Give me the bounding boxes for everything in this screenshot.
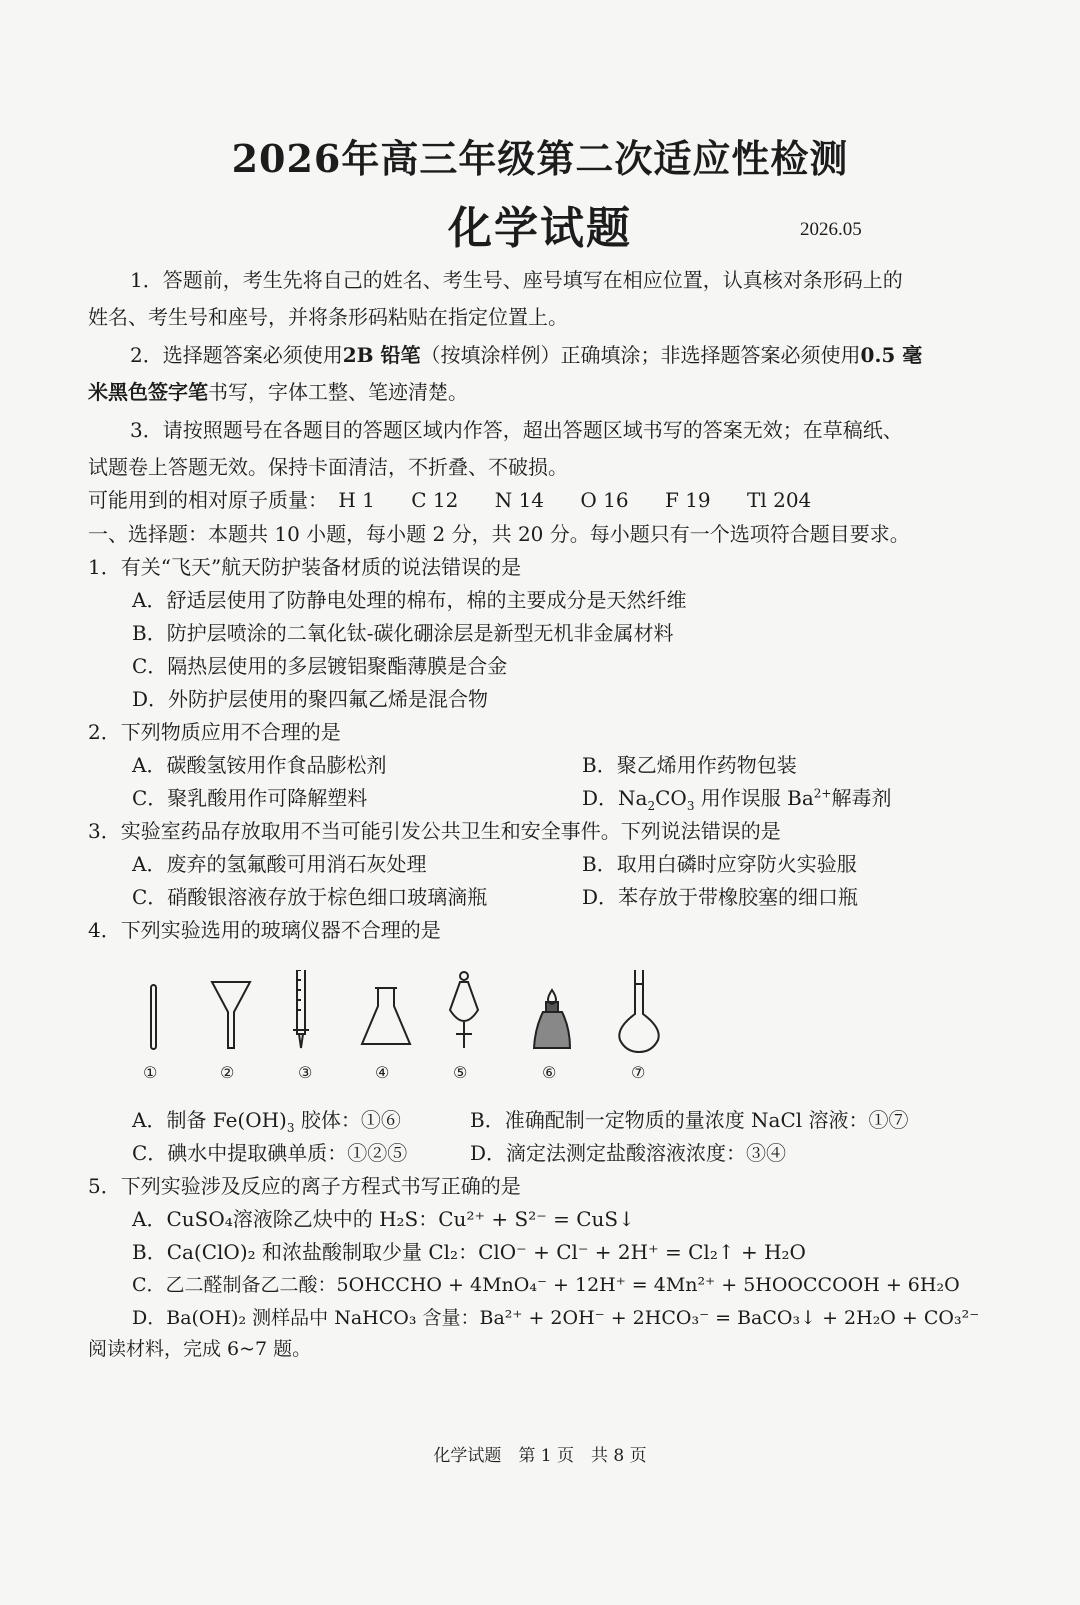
instruction-1-line1: 1．答题前，考生先将自己的姓名、考生号、座号填写在相应位置，认真核对条形码上的 — [130, 268, 903, 292]
atomic-mass-c: C 12 — [411, 488, 459, 512]
q1-option-b: B．防护层喷涂的二氧化钛-碳化硼涂层是新型无机非金属材料 — [132, 621, 674, 645]
q5-option-d: D．Ba(OH)₂ 测样品中 NaHCO₃ 含量：Ba²⁺ + 2OH⁻ + 2HCO₃⁻ = BaCO₃↓ + 2H₂O + CO₃²⁻ — [132, 1307, 980, 1329]
q4-option-a — [132, 1106, 401, 1134]
instruction-2-part: 2．选择题答案必须使用 — [130, 343, 343, 367]
q5-option-a: A．CuSO₄溶液除乙炔中的 H₂S：Cu²⁺ + S²⁻ = CuS↓ — [132, 1207, 635, 1231]
glass-rod-icon — [151, 985, 156, 1049]
glassware-label-1: ① — [143, 1063, 158, 1082]
q2-option-d — [582, 784, 892, 812]
funnel-icon — [212, 982, 250, 1048]
instruction-3-line1: 3．请按照题号在各题目的答题区域内作答，超出答题区域书写的答案无效；在草稿纸、 — [130, 418, 903, 442]
glassware-label-6: ⑥ — [542, 1063, 557, 1082]
q2-d-text: 用作误服 Ba — [694, 786, 814, 810]
atomic-masses — [88, 486, 811, 514]
instruction-2-line2 — [88, 378, 468, 406]
q3-option-d: D．苯存放于带橡胶塞的细口瓶 — [582, 885, 859, 909]
atomic-mass-h: H 1 — [338, 488, 375, 512]
section-heading: 一、选择题：本题共 10 小题，每小题 2 分，共 20 分。每小题只有一个选项符合题目要求。 — [88, 522, 910, 546]
exam-title: 2026年高三年级第二次适应性检测 — [231, 136, 849, 181]
q2-d-text: 解毒剂 — [831, 786, 892, 810]
q5-stem: 5．下列实验涉及反应的离子方程式书写正确的是 — [88, 1174, 521, 1198]
q2-d-sup: 2+ — [813, 786, 832, 801]
instruction-2-bold-size: 0.5 毫 — [860, 343, 923, 367]
instruction-2-bold-pen: 米黑色签字笔 — [88, 380, 208, 404]
page-footer: 化学试题 第 1 页 共 8 页 — [433, 1446, 647, 1466]
burette-icon — [293, 970, 309, 1048]
q4-option-b: B．准确配制一定物质的量浓度 NaCl 溶液：①⑦ — [470, 1108, 909, 1132]
q4-a-text: A．制备 Fe(OH) — [132, 1108, 287, 1132]
glassware-label-7: ⑦ — [631, 1063, 646, 1082]
glassware-label-4: ④ — [375, 1063, 390, 1082]
q1-option-d: D．外防护层使用的聚四氟乙烯是混合物 — [132, 687, 489, 711]
q2-d-sub: 2 — [647, 799, 656, 813]
glassware-label-5: ⑤ — [453, 1063, 468, 1082]
q1-option-a: A．舒适层使用了防静电处理的棉布，棉的主要成分是天然纤维 — [132, 588, 687, 612]
atomic-mass-o: O 16 — [580, 488, 629, 512]
conical-flask-icon — [362, 988, 410, 1044]
atomic-masses-label: 可能用到的相对原子质量： — [88, 488, 328, 512]
q5-option-c: C．乙二醛制备乙二酸：5OHCCHO + 4MnO₄⁻ + 12H⁺ = 4Mn²⁺ + 5HOOCCOOH + 6H₂O — [132, 1274, 960, 1296]
q4-option-d: D．滴定法测定盐酸溶液浓度：③④ — [470, 1141, 787, 1165]
q2-option-a: A．碳酸氢铵用作食品膨松剂 — [132, 753, 387, 777]
glassware-label-3: ③ — [298, 1063, 313, 1082]
q4-a-sub: 3 — [286, 1121, 295, 1135]
volumetric-flask-icon — [619, 970, 658, 1052]
glassware-figure — [130, 970, 690, 1090]
atomic-mass-f: F 19 — [664, 488, 711, 512]
q3-stem: 3．实验室药品存放取用不当可能引发公共卫生和安全事件。下列说法错误的是 — [88, 819, 781, 843]
q3-option-a: A．废弃的氢氟酸可用消石灰处理 — [132, 852, 427, 876]
instruction-1-line2: 姓名、考生号和座号，并将条形码粘贴在指定位置上。 — [88, 305, 568, 329]
separatory-funnel-icon — [450, 972, 478, 1048]
q2-option-c: C．聚乳酸用作可降解塑料 — [132, 786, 368, 810]
q3-option-b: B．取用白磷时应穿防火实验服 — [582, 852, 857, 876]
subject-title: 化学试题 — [448, 203, 632, 254]
q1-option-c: C．隔热层使用的多层镀铝聚酯薄膜是合金 — [132, 654, 508, 678]
q3-option-c: C．硝酸银溶液存放于棕色细口玻璃滴瓶 — [132, 885, 488, 909]
instruction-3-line2: 试题卷上答题无效。保持卡面清洁，不折叠、不破损。 — [88, 455, 568, 479]
instruction-2-part: （按填涂样例）正确填涂；非选择题答案必须使用 — [420, 343, 861, 367]
q4-a-text: 胶体：①⑥ — [294, 1108, 401, 1132]
instruction-2-bold-pencil: 2B 铅笔 — [342, 343, 421, 367]
q2-d-sub: 3 — [686, 799, 695, 813]
glassware-label-2: ② — [220, 1063, 235, 1082]
q4-option-c: C．碘水中提取碘单质：①②⑤ — [132, 1141, 408, 1165]
instruction-2-line1 — [130, 341, 922, 369]
exam-date: 2026.05 — [800, 219, 862, 240]
alcohol-lamp-icon — [534, 990, 570, 1048]
instruction-2-part: 书写，字体工整、笔迹清楚。 — [208, 380, 468, 404]
q2-d-text: CO — [655, 786, 687, 810]
q1-stem: 1．有关“飞天”航天防护装备材质的说法错误的是 — [88, 555, 522, 579]
q2-option-b: B．聚乙烯用作药物包装 — [582, 753, 797, 777]
atomic-mass-tl: Tl 204 — [747, 488, 812, 512]
q5-option-b: B．Ca(ClO)₂ 和浓盐酸制取少量 Cl₂：ClO⁻ + Cl⁻ + 2H⁺ = Cl₂↑ + H₂O — [132, 1240, 806, 1264]
q2-stem: 2．下列物质应用不合理的是 — [88, 720, 341, 744]
q4-stem: 4．下列实验选用的玻璃仪器不合理的是 — [88, 918, 441, 942]
reading-prompt: 阅读材料，完成 6~7 题。 — [88, 1338, 312, 1360]
q2-d-text: D．Na — [582, 786, 648, 810]
atomic-mass-n: N 14 — [494, 488, 545, 512]
